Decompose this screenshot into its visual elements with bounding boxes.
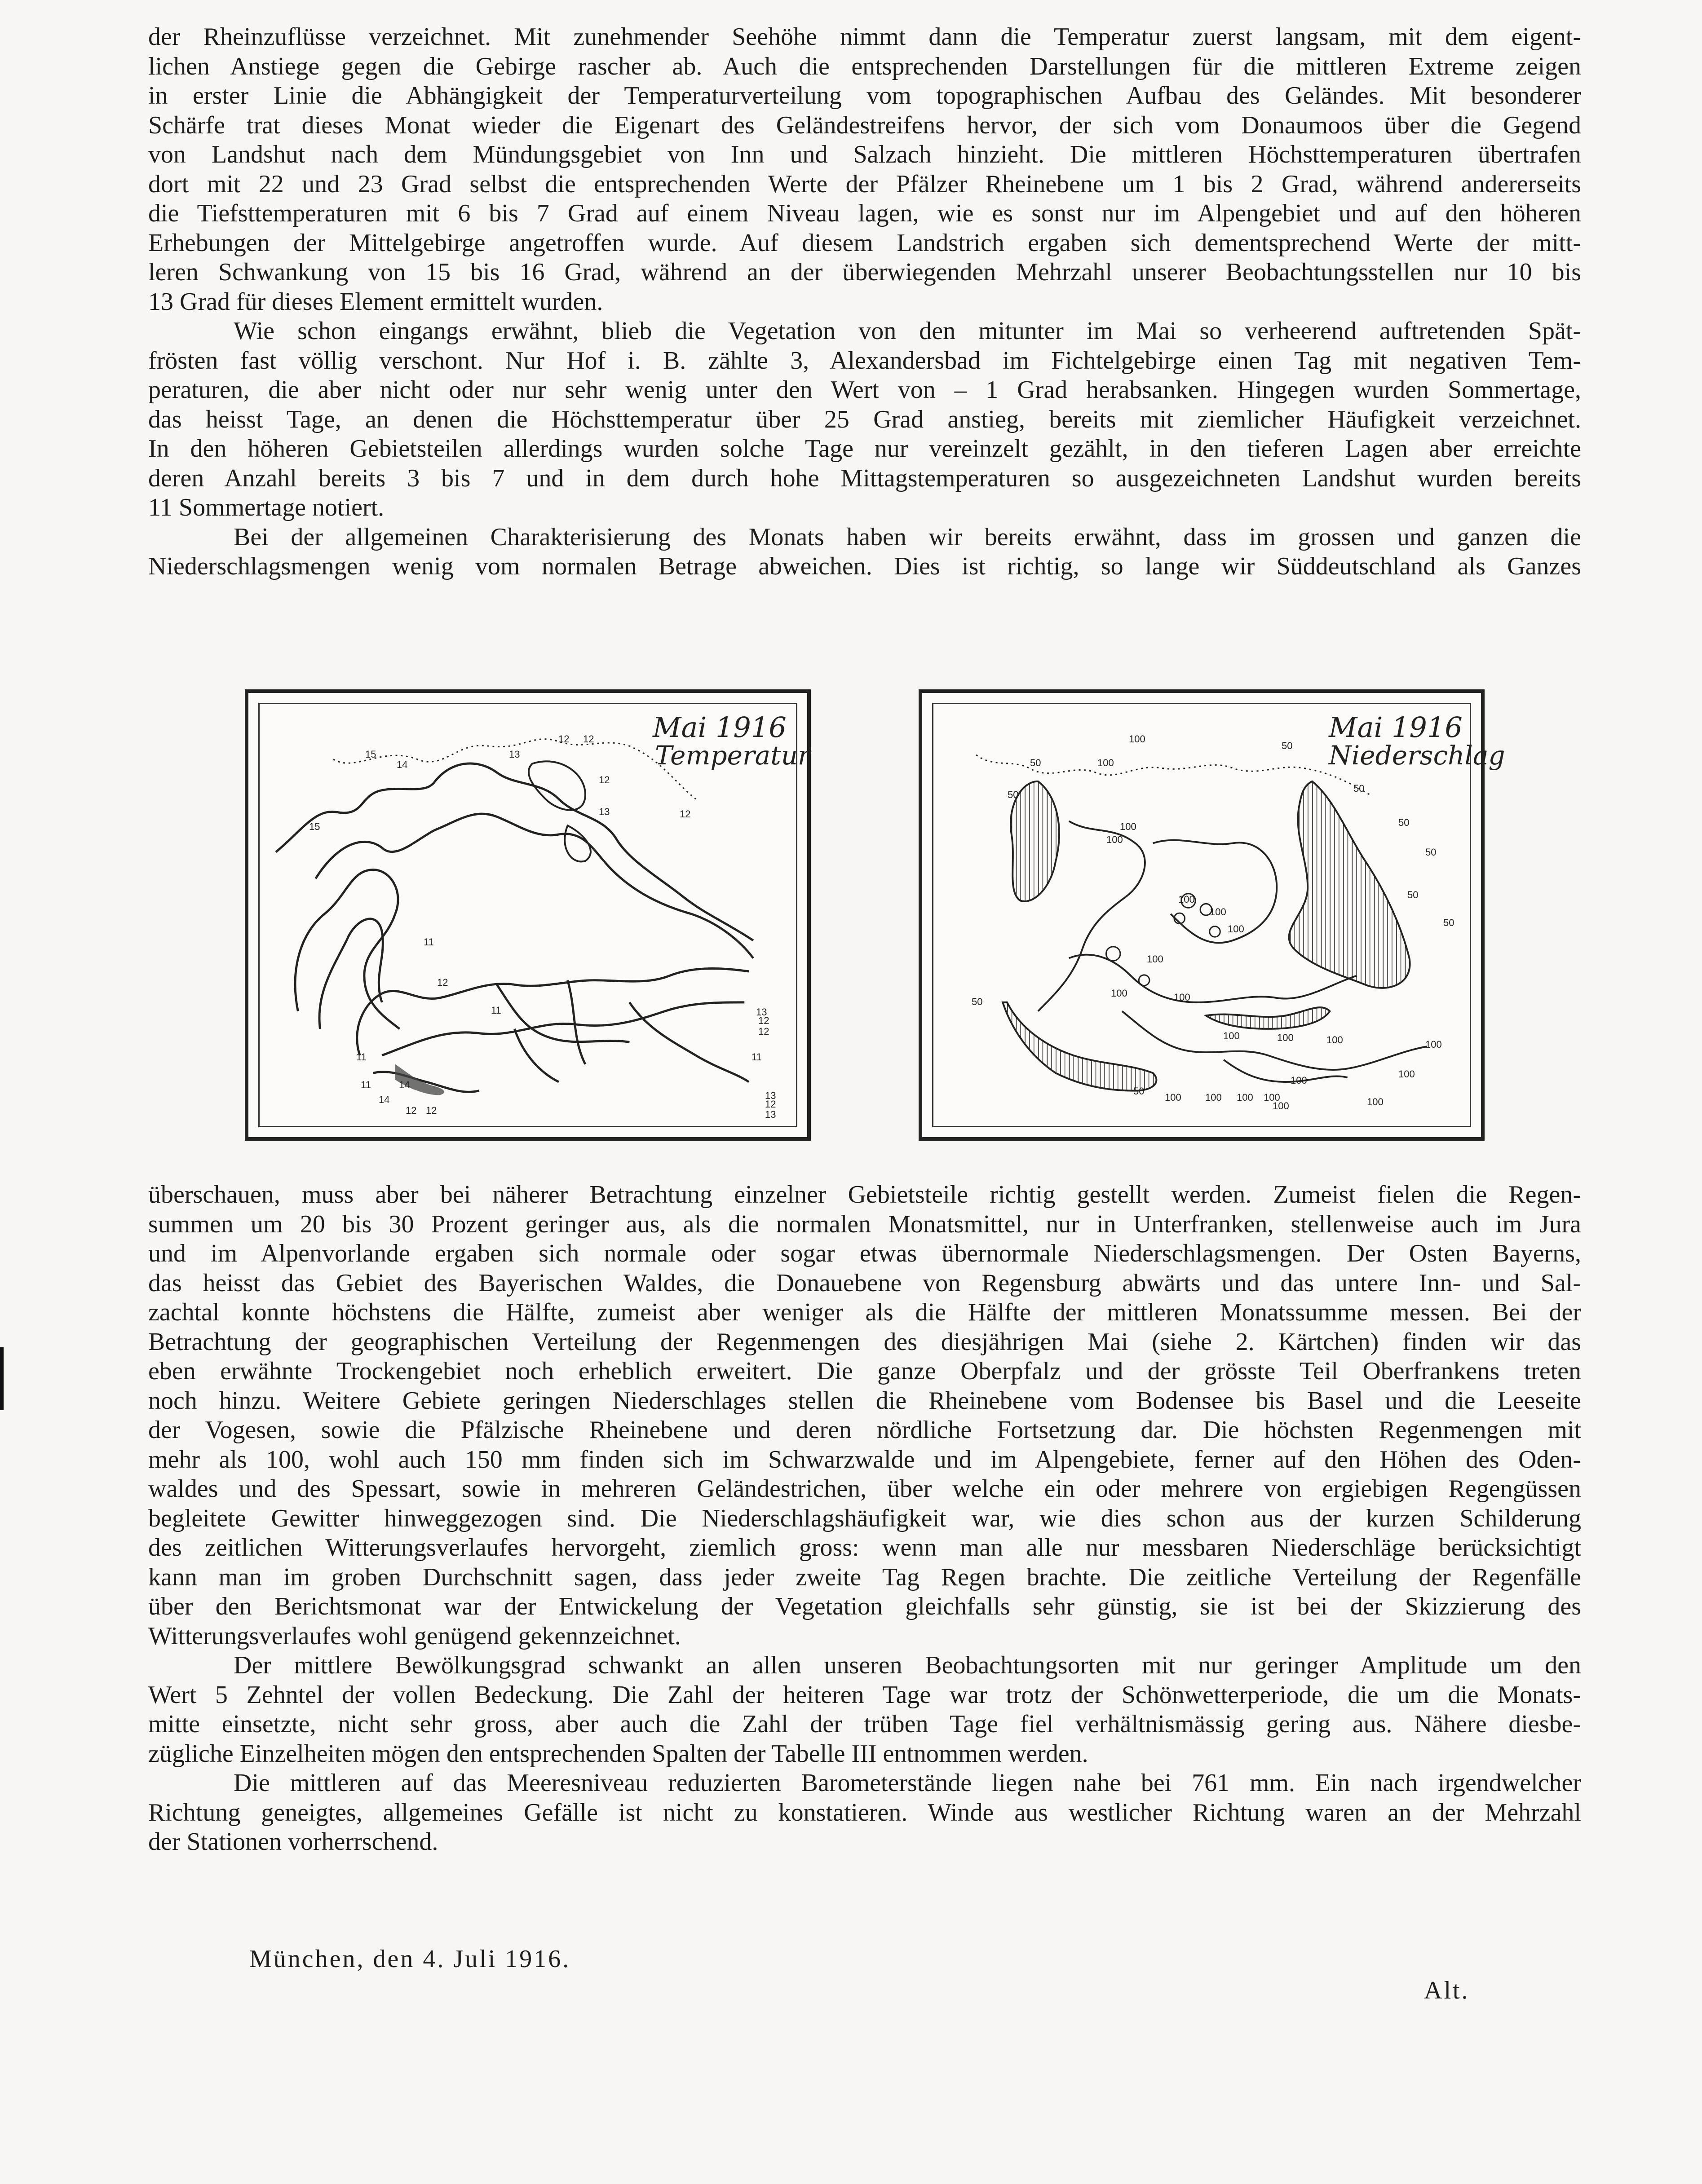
text-line: die Tiefsttemperaturen mit 6 bis 7 Grad auf einem Niveau lagen, wie es sonst nur im Alpengebiet und auf den höheren	[148, 199, 1581, 227]
document-page-lower	[148, 1180, 1581, 1857]
map-precipitation	[919, 689, 1505, 1141]
isohyet-label: 50	[1425, 847, 1437, 858]
isotherm-label: 13	[509, 748, 520, 760]
paragraph-1	[148, 22, 1581, 317]
isotherm-label: 11	[361, 1079, 371, 1090]
text-line: überschauen, muss aber bei näherer Betrachtung einzelner Gebietsteile richtig gestellt werden. Zumeist fielen die Regen-	[148, 1181, 1581, 1209]
text-line: Betrachtung der geographischen Verteilung der Regenmengen des diesjährigen Mai (siehe 2. Kärtchen) finden wir das	[148, 1328, 1581, 1356]
text-line: eben erwähnte Trockengebiet noch erheblich erweitert. Die ganze Oberpfalz und der grösste Teil Oberfrankens treten	[148, 1357, 1581, 1385]
isotherm-label: 12	[558, 733, 570, 745]
text-line: begleitete Gewitter hinweggezogen sind. Die Niederschlagshäufigkeit war, wie dies schon aus der kurzen Schilderung	[148, 1504, 1581, 1532]
text-line: der Vogesen, sowie die Pfälzische Rheinebene und deren nördliche Fortsetzung dar. Die höchsten Regenmengen mit	[148, 1416, 1581, 1444]
isohyet-label: 100	[1326, 1034, 1343, 1046]
place-and-date: München, den 4. Juli 1916.	[249, 1945, 571, 1973]
isohyet-label: 50	[1008, 789, 1019, 800]
text-line: Wert 5 Zehntel der vollen Bedeckung. Die Zahl der heiteren Tage war trotz der Schönwetterperiode, die um die Monats-	[148, 1681, 1581, 1709]
text-line: zachtal konnte höchstens die Hälfte, zumeist aber weniger als die Hälfte der mittleren Monatssumme messen. Bei der	[148, 1298, 1581, 1326]
text-line: und im Alpenvorlande ergaben sich normale oder sogar etwas übernormale Niederschlagsmengen. Der Osten Bayerns,	[148, 1240, 1581, 1267]
isotherm-label: 12	[437, 976, 448, 988]
map-title: Mai 1916	[653, 711, 787, 744]
text-line: peraturen, die aber nicht oder nur sehr wenig unter den Wert von – 1 Grad herabsanken. Hingegen wurden Sommertage,	[148, 376, 1581, 404]
isohyet-label: 100	[1111, 987, 1127, 999]
text-line: noch hinzu. Weitere Gebiete geringen Niederschlages stellen die Rheinebene vom Bodensee bis Basel und die Leeseite	[148, 1386, 1581, 1415]
text-line: kann man im groben Durchschnitt sagen, dass jeder zweite Tag Regen brachte. Die zeitliche Verteilung der Regenfälle	[148, 1563, 1581, 1591]
isohyet-label: 100	[1425, 1038, 1442, 1050]
text-line: von Landshut nach dem Mündungsgebiet von Inn und Salzach hinzieht. Die mittleren Höchsttemperaturen übertrafen	[148, 141, 1581, 168]
text-line: Schärfe trat dieses Monat wieder die Eigenart des Geländestreifens hervor, der sich vom Donaumoos über die Gegend	[148, 111, 1581, 139]
text-line: waldes und des Spessart, sowie in mehreren Geländestrichen, über welche ein oder mehrere von ergiebigen Regengüssen	[148, 1475, 1581, 1503]
isohyet-label: 100	[1210, 906, 1226, 918]
isotherm-label: 13	[765, 1109, 776, 1121]
isotherm-label: 12	[599, 774, 610, 785]
paragraph-5	[148, 1651, 1581, 1769]
isotherm-label: 11	[356, 1051, 367, 1063]
isotherm-label: 15	[365, 748, 376, 760]
text-line: deren Anzahl bereits 3 bis 7 und in dem durch hohe Mittagstemperaturen so ausgezeichneten Landshut wurden bereits	[148, 464, 1581, 492]
isohyet-label: 100	[1273, 1100, 1289, 1112]
isohyet-label: 100	[1120, 821, 1136, 832]
isotherm-label: 12	[406, 1104, 417, 1116]
isohyet-label: 50	[1398, 816, 1410, 828]
isohyet-label: 100	[1237, 1092, 1253, 1103]
isohyet-label: 100	[1223, 1030, 1240, 1041]
isohyet-label: 100	[1205, 1092, 1222, 1103]
text-line: das heisst Tage, an denen die Höchsttemperatur über 25 Grad anstieg, bereits mit ziemlicher Häufigkeit verzeichnet.	[148, 405, 1581, 433]
isohyet-label: 50	[1353, 782, 1365, 794]
text-line: des zeitlichen Witterungsverlaufes hervorgeht, ziemlich gross: wenn man alle nur messbaren Niederschläge berücksichtigt	[148, 1534, 1581, 1562]
isotherm-label: 13	[599, 806, 610, 817]
isotherm-label: 13	[765, 1090, 776, 1101]
isotherm-label: 13	[756, 1006, 767, 1018]
map-title: Mai 1916	[1329, 711, 1463, 744]
document-page	[148, 22, 1581, 582]
text-line: Witterungsverlaufes wohl genügend gekennzeichnet.	[148, 1622, 681, 1650]
isohyet-label: 100	[1174, 992, 1190, 1003]
isohyet-label: 100	[1277, 1032, 1294, 1044]
isotherm-label: 14	[397, 759, 408, 771]
text-line: mehr als 100, wohl auch 150 mm finden sich im Schwarzwalde und im Alpengebiete, ferner auf den Höhen des Oden-	[148, 1445, 1581, 1474]
text-line: der Stationen vorherrschend.	[148, 1828, 438, 1856]
isotherm-label: 14	[399, 1079, 410, 1090]
paragraph-4	[148, 1180, 1581, 1651]
isohyet-label: 100	[1228, 923, 1244, 935]
isohyet-label: 100	[1398, 1068, 1415, 1080]
text-line: Die mittleren auf das Meeresniveau reduzierten Barometerstände liegen nahe bei 761 mm. Ein nach irgendwelcher	[234, 1769, 1581, 1797]
text-line: in erster Linie die Abhängigkeit der Temperaturverteilung vom topographischen Aufbau des Geländes. Mit besonderer	[148, 82, 1581, 110]
text-line: dort mit 22 und 23 Grad selbst die entsprechenden Werte der Pfälzer Rheinebene um 1 bis 2 Grad, während andererseits	[148, 170, 1581, 198]
isotherm-label: 11	[424, 936, 434, 948]
isohyet-label: 100	[1106, 834, 1123, 845]
text-line: der Rheinzuflüsse verzeichnet. Mit zunehmender Seehöhe nimmt dann die Temperatur zuerst langsam, mit dem eigent-	[148, 23, 1581, 51]
isotherm-label: 12	[680, 808, 691, 820]
text-line: Niederschlagsmengen wenig vom normalen Betrage abweichen. Dies ist richtig, so lange wir Süddeutschland als Ganzes	[148, 552, 1581, 580]
text-line: Wie schon eingangs erwähnt, blieb die Vegetation von den mitunter im Mai so verheerend auftretenden Spät-	[234, 317, 1581, 345]
text-line: das heisst das Gebiet des Bayerischen Waldes, die Donauebene von Regensburg abwärts und das untere Inn- und Sal-	[148, 1269, 1581, 1297]
isotherm-label: 11	[491, 1004, 501, 1016]
isohyet-label: 50	[1282, 740, 1293, 751]
text-line: zügliche Einzelheiten mögen den entsprechenden Spalten der Tabelle III entnommen werden.	[148, 1739, 1088, 1768]
isohyet-label: 50	[1030, 757, 1041, 768]
text-line: lichen Anstiege gegen die Gebirge rascher ab. Auch die entsprechenden Darstellungen für die mittleren Extreme zeigen	[148, 52, 1581, 80]
isohyet-label: 50	[1407, 889, 1419, 900]
text-line: Richtung geneigtes, allgemeines Gefälle ist nicht zu konstatieren. Winde aus westlicher Richtung waren an der Mehrzahl	[148, 1798, 1581, 1827]
text-line: 13 Grad für dieses Element ermittelt wurden.	[148, 287, 603, 316]
text-line: 11 Sommertage notiert.	[148, 494, 385, 521]
text-line: leren Schwankung von 15 bis 16 Grad, während an der überwiegenden Mehrzahl unserer Beobachtungsstellen nur 10 bis	[148, 258, 1581, 286]
map-subtitle: Temperatur	[655, 740, 810, 771]
isohyet-label: 100	[1097, 757, 1114, 768]
isotherm-label: 12	[426, 1104, 437, 1116]
isohyet-label: 100	[1165, 1092, 1181, 1103]
map-temperature	[245, 689, 811, 1141]
text-line: frösten fast völlig verschont. Nur Hof i. B. zählte 3, Alexandersbad im Fichtelgebirge einen Tag mit negativen Tem-	[148, 346, 1581, 375]
isotherm-label: 12	[758, 1026, 769, 1037]
isotherm-label: 12	[583, 733, 594, 745]
isotherm-label: 15	[309, 821, 320, 832]
isohyet-label: 100	[1147, 953, 1163, 965]
isohyet-label: 100	[1367, 1096, 1384, 1107]
isohyet-label: 50	[1443, 917, 1454, 928]
paragraph-6	[148, 1769, 1581, 1857]
isohyet-label: 100	[1129, 733, 1145, 745]
paragraph-3	[148, 523, 1581, 582]
isotherm-label: 14	[379, 1094, 390, 1105]
isohyet-label: 100	[1178, 893, 1195, 905]
isotherm-label: 12	[765, 1098, 776, 1110]
text-line: summen um 20 bis 30 Prozent geringer aus, als die normalen Monatsmittel, nur in Unterfranken, stellenweise auch im Jura	[148, 1210, 1581, 1238]
text-line: Der mittlere Bewölkungsgrad schwankt an allen unseren Beobachtungsorten mit nur geringer Amplitude um den	[234, 1651, 1581, 1679]
isohyet-label: 100	[1291, 1075, 1307, 1086]
paragraph-2	[148, 317, 1581, 523]
text-line: mitte einsetzte, nicht sehr gross, aber auch die Zahl der trüben Tage fiel verhältnismässig gering aus. Nähere diesbe-	[148, 1710, 1581, 1738]
scan-edge-mark	[0, 1347, 4, 1410]
figure-maps	[245, 689, 1505, 1141]
text-line: über den Berichtsmonat war der Entwickelung der Vegetation gleichfalls sehr günstig, sie ist bei der Skizzierung des	[148, 1593, 1581, 1620]
isohyet-label: 50	[1133, 1085, 1145, 1097]
text-line: Erhebungen der Mittelgebirge angetroffen wurde. Auf diesem Landstrich ergaben sich dementsprechend Werte der mitt-	[148, 229, 1581, 257]
map-subtitle: Niederschlag	[1329, 740, 1505, 771]
isotherm-label: 12	[758, 1015, 769, 1027]
signature: Alt.	[1424, 1977, 1470, 2004]
text-line: Bei der allgemeinen Charakterisierung des Monats haben wir bereits erwähnt, dass im grossen und ganzen die	[234, 523, 1581, 551]
text-line: In den höheren Gebietsteilen allerdings wurden solche Tage nur vereinzelt gezählt, in den tieferen Lagen aber erreichte	[148, 435, 1581, 463]
isotherm-label: 11	[752, 1051, 762, 1063]
isohyet-label: 50	[972, 996, 983, 1007]
isohyet-label: 100	[1264, 1092, 1280, 1103]
